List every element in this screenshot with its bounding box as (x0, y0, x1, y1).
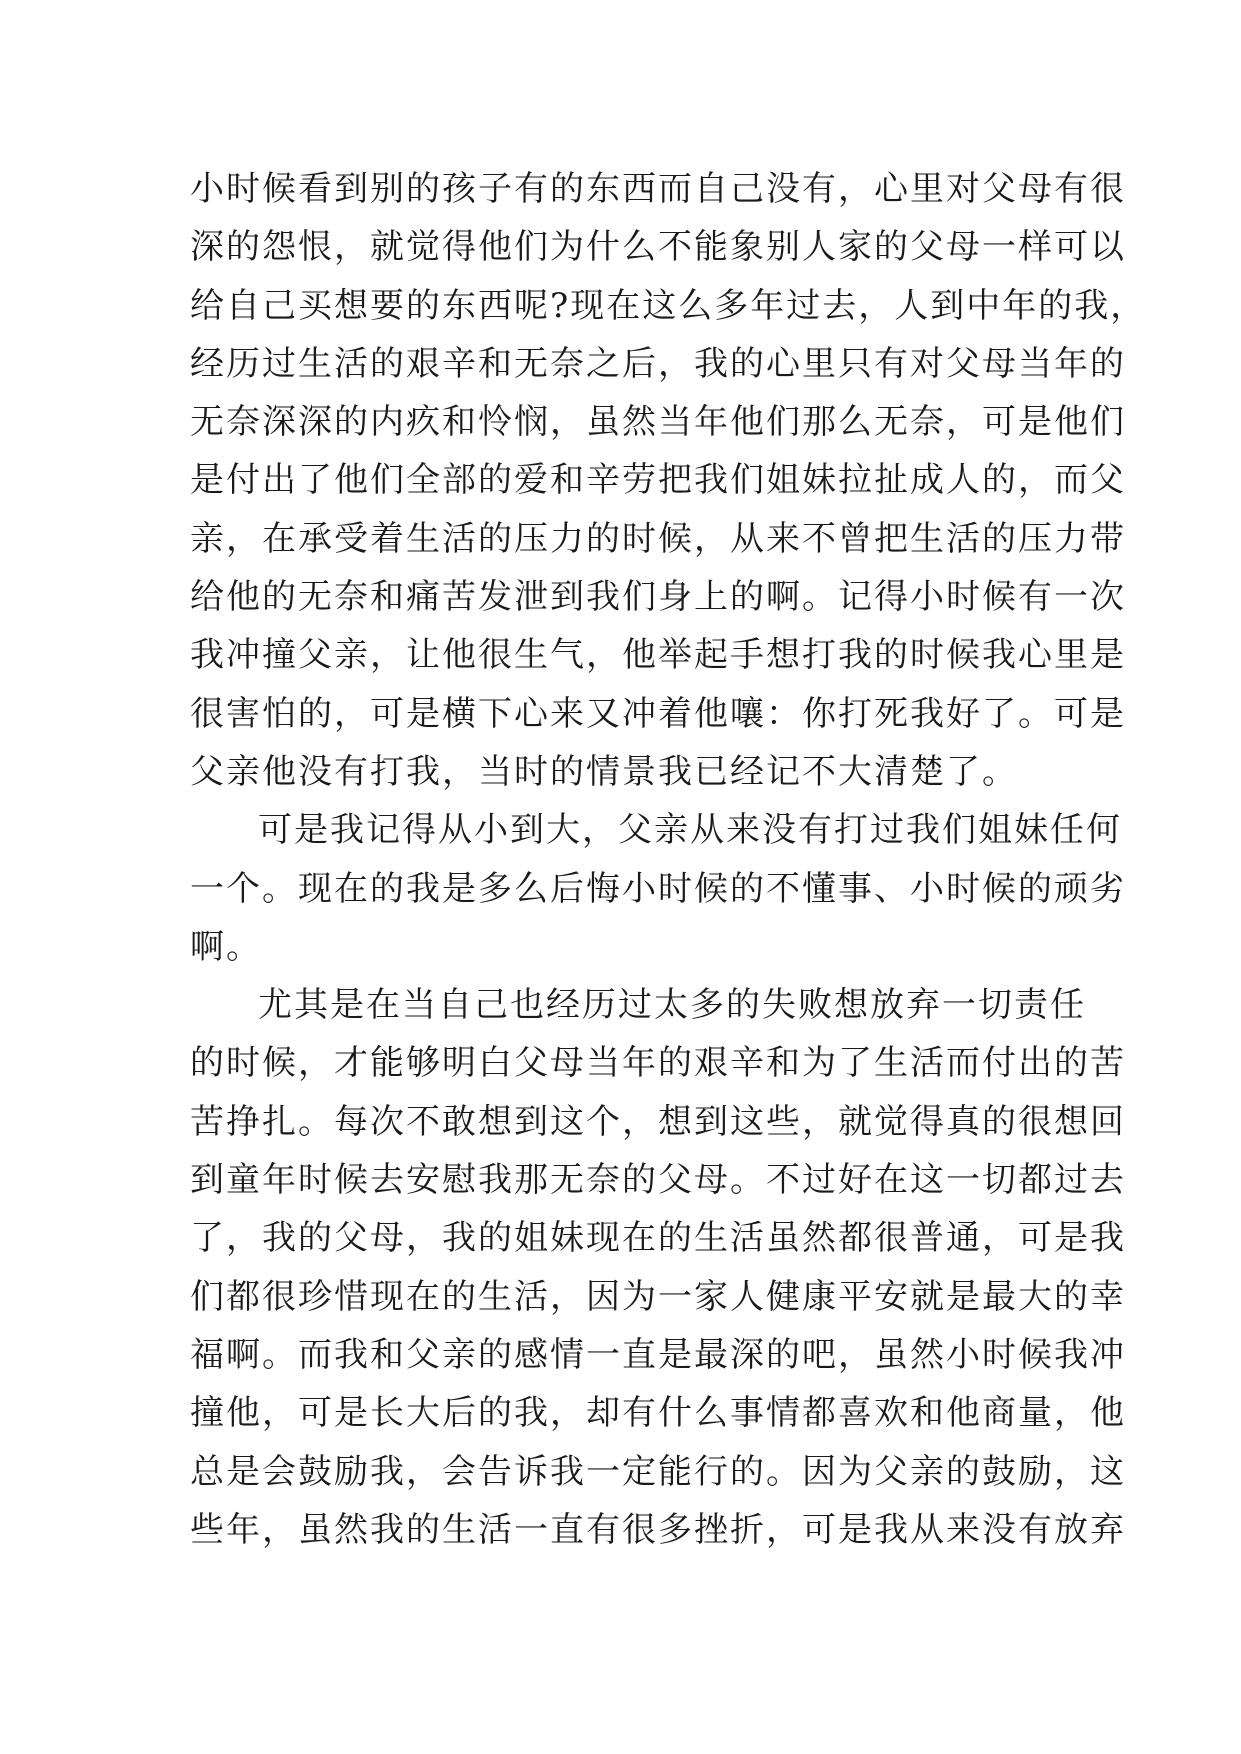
text-line: 是付出了他们全部的爱和辛劳把我们姐妹拉扯成人的，而父 (190, 460, 1126, 501)
text-line: 福啊。而我和父亲的感情一直是最深的吧，虽然小时候我冲 (190, 1334, 1126, 1375)
text-line: 一个。现在的我是多么后悔小时候的不懂事、小时候的顽劣 (190, 868, 1126, 909)
text-line: 给自己买想要的东西呢?现在这么多年过去，人到中年的我， (190, 285, 1147, 326)
paragraph-2 (190, 801, 1126, 976)
text-line: 总是会鼓励我，会告诉我一定能行的。因为父亲的鼓励，这 (190, 1451, 1126, 1492)
text-line: 些年，虽然我的生活一直有很多挫折，可是我从来没有放弃 (190, 1509, 1126, 1550)
text-line: 深的怨恨，就觉得他们为什么不能象别人家的父母一样可以 (190, 227, 1126, 268)
text-line: 了，我的父母，我的姐妹现在的生活虽然都很普通，可是我 (190, 1218, 1126, 1259)
text-line: 给他的无奈和痛苦发泄到我们身上的啊。记得小时候有一次 (190, 577, 1126, 618)
text-line: 到童年时候去安慰我那无奈的父母。不过好在这一切都过去 (190, 1160, 1126, 1201)
text-line: 们都很珍惜现在的生活，因为一家人健康平安就是最大的幸 (190, 1276, 1126, 1317)
text-line: 的时候，才能够明白父母当年的艰辛和为了生活而付出的苦 (190, 1043, 1126, 1084)
text-line: 亲，在承受着生活的压力的时候，从来不曾把生活的压力带 (190, 518, 1126, 559)
text-line: 很害怕的，可是横下心来又冲着他嚷：你打死我好了。可是 (190, 693, 1126, 734)
document-body (190, 160, 1147, 1559)
text-line: 无奈深深的内疚和怜悯，虽然当年他们那么无奈，可是他们 (190, 402, 1126, 443)
paragraph-1 (190, 160, 1147, 801)
text-line: 我冲撞父亲，让他很生气，他举起手想打我的时候我心里是 (190, 635, 1126, 676)
text-line: 尤其是在当自己也经历过太多的失败想放弃一切责任 (258, 985, 1086, 1026)
text-line: 啊。 (190, 926, 262, 967)
text-line: 可是我记得从小到大，父亲从来没有打过我们姐妹任何 (258, 810, 1122, 851)
text-line: 经历过生活的艰辛和无奈之后，我的心里只有对父母当年的 (190, 343, 1126, 384)
paragraph-3 (190, 976, 1126, 1559)
text-line: 小时候看到别的孩子有的东西而自己没有，心里对父母有很 (190, 169, 1126, 209)
text-line: 撞他，可是长大后的我，却有什么事情都喜欢和他商量，他 (190, 1393, 1126, 1434)
text-line: 父亲他没有打我，当时的情景我已经记不大清楚了。 (190, 751, 1018, 792)
text-line: 苦挣扎。每次不敢想到这个，想到这些，就觉得真的很想回 (190, 1101, 1126, 1142)
